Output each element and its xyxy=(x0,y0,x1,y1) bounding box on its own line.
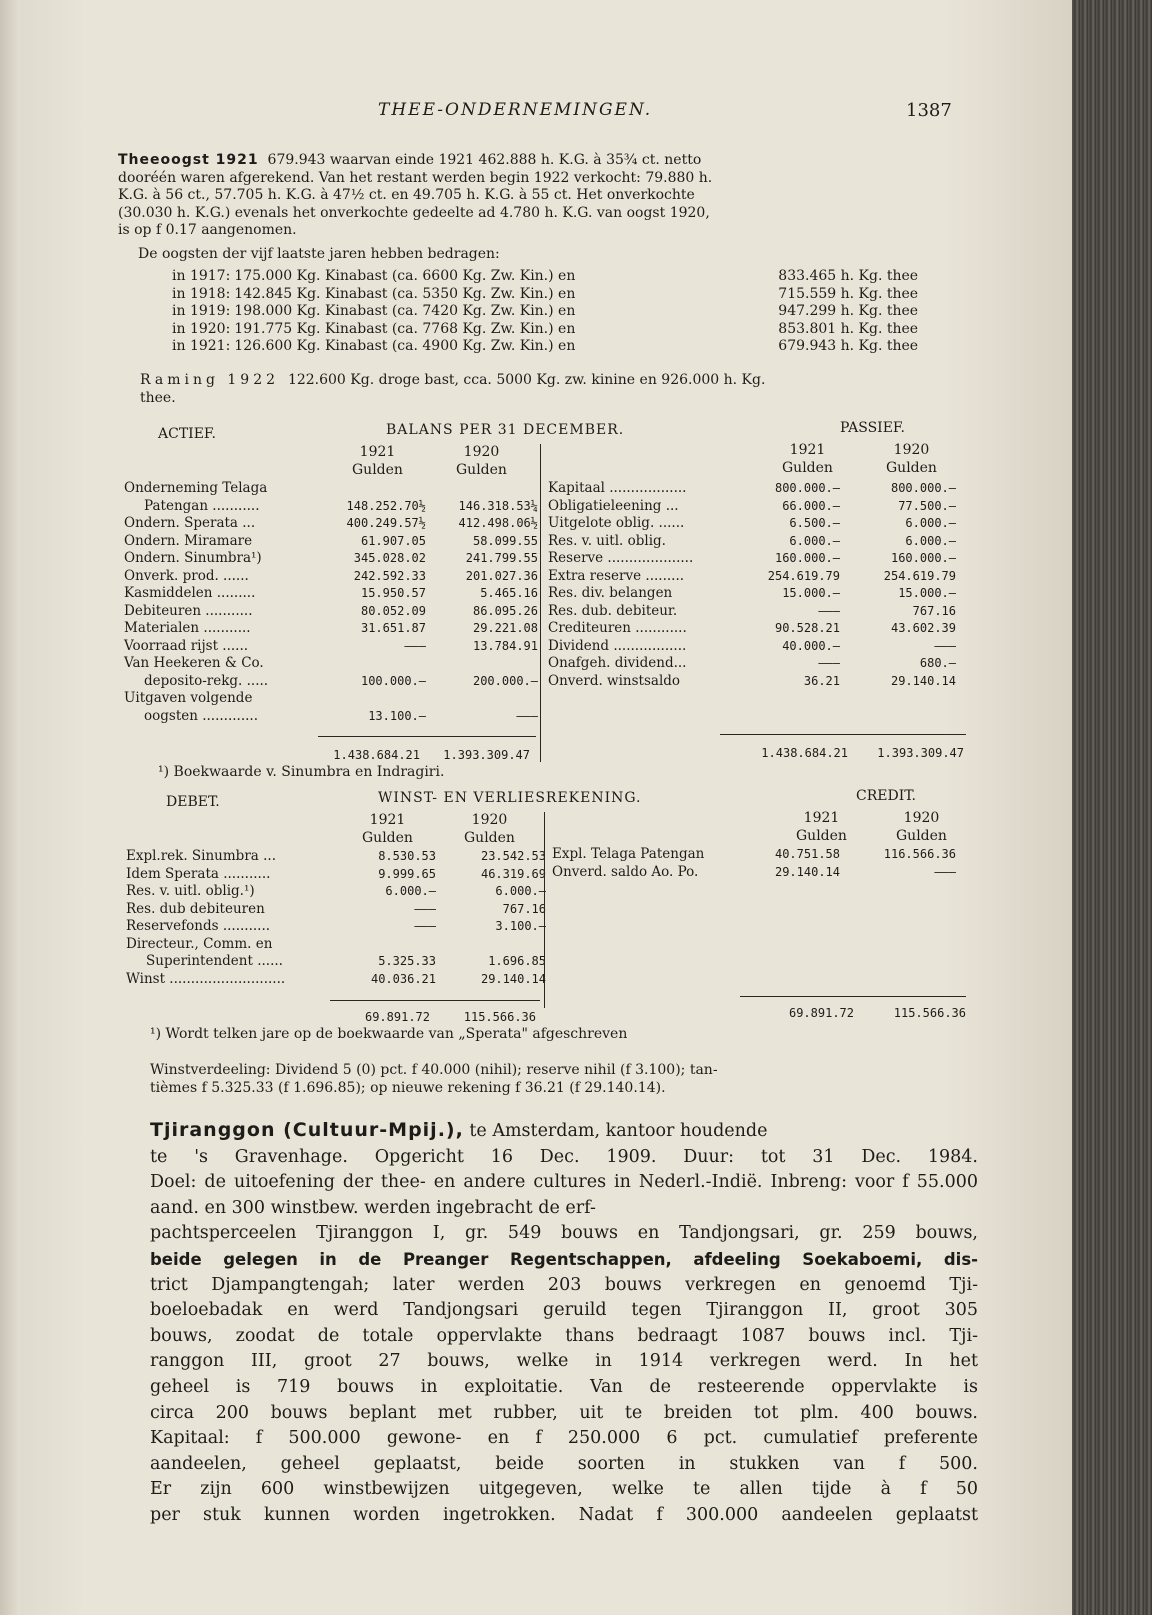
unit-label: Gulden xyxy=(352,461,403,478)
table-row xyxy=(546,533,958,551)
label-cell: Onafgeh. dividend... xyxy=(548,655,687,672)
table-row xyxy=(122,673,540,691)
table-row xyxy=(546,585,958,603)
book-spine xyxy=(1072,0,1152,1615)
value-cell: 58.099.55 xyxy=(472,533,538,548)
raming-text: 122.600 Kg. droge bast, cca. 5000 Kg. zw. kinine en 926.000 h. Kg. xyxy=(287,372,766,388)
label-cell: Expl. Telaga Patengan xyxy=(552,846,705,863)
label-cell: Res. dub. debiteur. xyxy=(548,602,678,619)
oogst-intro: De oogsten der vijf laatste jaren hebben bedragen: xyxy=(138,245,500,262)
table-row xyxy=(122,585,540,603)
label-cell: Van Heekeren & Co. xyxy=(124,655,264,672)
winstverdeeling xyxy=(150,1062,972,1097)
table-row xyxy=(122,480,540,498)
total-rule xyxy=(318,736,536,737)
table-row xyxy=(550,846,958,864)
table-row xyxy=(122,533,540,551)
value-cell: 13.100.— xyxy=(368,708,426,723)
oogst-line: dooréén waren afgerekend. Van het restant werden begin 1922 verkocht: 79.880 h. xyxy=(118,169,713,186)
year-label: 1920 xyxy=(463,444,500,460)
page-edge xyxy=(0,0,20,1615)
winst-total: 69.891.72 xyxy=(364,1010,430,1024)
paragraph-line: boeloebadak en werd Tandjongsari geruild tegen Tjiranggon II, groot 305 xyxy=(150,1300,978,1321)
label-cell: Onderneming Telaga xyxy=(124,480,268,497)
table-row xyxy=(122,620,540,638)
label-cell: Onverd. saldo Ao. Po. xyxy=(552,863,699,880)
thee-cell: 679.943 h. Kg. thee xyxy=(778,338,919,355)
table-row xyxy=(124,866,548,884)
table-row xyxy=(546,480,958,498)
year-label: 1920 xyxy=(893,442,930,458)
table-row xyxy=(122,515,540,533)
winst-debet-table xyxy=(124,848,548,988)
bast-cell: 126.600 Kg. Kinabast (ca. 4900 Kg. Zw. Kin.) en xyxy=(234,338,576,355)
raming-text: thee. xyxy=(140,389,176,406)
oogst-years-table xyxy=(170,268,920,356)
value-cell: 15.000.— xyxy=(782,586,840,601)
oogst-line: K.G. à 56 ct., 57.705 h. K.G. à 47½ ct. en 49.705 h. K.G. à 55 ct. Het onverkochte xyxy=(118,187,695,203)
winst-col-head xyxy=(362,812,413,847)
balans-actief-table xyxy=(122,480,540,725)
label-cell: Materialen ........... xyxy=(124,620,251,637)
balans-col-head xyxy=(886,442,937,477)
balans-total: 1.438.684.21 xyxy=(333,748,420,762)
total-rule xyxy=(720,734,966,735)
value-cell: 201.027.36 xyxy=(465,568,538,583)
table-row xyxy=(124,971,548,989)
bast-cell: 191.775 Kg. Kinabast (ca. 7768 Kg. Zw. Kin.) en xyxy=(234,320,576,337)
table-row xyxy=(546,550,958,568)
label-cell: deposito-rekg. ..... xyxy=(144,672,269,689)
year-cell: in 1919: xyxy=(172,303,231,320)
paragraph-line xyxy=(150,1118,978,1145)
balans-passief-table xyxy=(546,480,958,690)
raming xyxy=(140,372,970,407)
value-cell: 29.140.14 xyxy=(774,864,840,879)
value-cell: ——— xyxy=(404,638,426,653)
balans-title: BALANS PER 31 DECEMBER. xyxy=(386,422,625,438)
value-cell: 9.999.65 xyxy=(378,866,436,881)
value-cell: 6.500.— xyxy=(789,516,840,531)
value-cell: 412.498.06½ xyxy=(458,516,538,531)
paragraph-line: beide gelegen in de Preanger Regentschappen, afdeeling Soekaboemi, dis- xyxy=(150,1249,978,1269)
winst-credit-heading: CREDIT. xyxy=(856,788,916,804)
value-cell: 146.318.53¼ xyxy=(458,498,538,513)
table-row xyxy=(170,303,920,321)
label-cell: Patengan ........... xyxy=(144,497,260,514)
balans-total: 1.393.309.47 xyxy=(443,748,530,762)
value-cell: ——— xyxy=(414,901,436,916)
value-cell: 8.530.53 xyxy=(378,849,436,864)
value-cell: 90.528.21 xyxy=(774,621,840,636)
value-cell: 242.592.33 xyxy=(353,568,426,583)
label-cell: Onverd. winstsaldo xyxy=(548,672,681,689)
balans-col-head xyxy=(352,444,403,479)
table-row xyxy=(546,603,958,621)
winst-total: 115.566.36 xyxy=(893,1006,966,1020)
value-cell: 86.095.26 xyxy=(472,603,538,618)
table-row xyxy=(546,515,958,533)
year-label: 1921 xyxy=(789,442,826,458)
table-row xyxy=(122,708,540,726)
value-cell: 160.000.— xyxy=(774,551,840,566)
winst-col-head xyxy=(796,810,847,845)
table-row xyxy=(546,620,958,638)
balans-col-head xyxy=(456,444,507,479)
table-row xyxy=(170,321,920,339)
table-row xyxy=(546,638,958,656)
paragraph-line: trict Djampangtengah; later werden 203 bouws verkregen en genoemd Tji- xyxy=(150,1274,978,1295)
year-label: 1921 xyxy=(369,812,406,828)
value-cell: 400.249.57½ xyxy=(346,516,426,531)
label-cell: oogsten ............. xyxy=(144,707,259,724)
winstverdeeling-line: tièmes f 5.325.33 (f 1.696.85); op nieuwe rekening f 36.21 (f 29.140.14). xyxy=(150,1079,666,1096)
value-cell: 680.— xyxy=(919,656,956,671)
paragraph-line: geheel is 719 bouws in exploitatie. Van de resteerende oppervlakte is xyxy=(150,1376,978,1397)
value-cell: 160.000.— xyxy=(890,551,956,566)
paragraph-line: circa 200 bouws beplant met rubber, uit te breiden tot plm. 400 bouws. xyxy=(150,1402,978,1423)
balans-passief-heading: PASSIEF. xyxy=(840,420,905,436)
label-cell: Expl.rek. Sinumbra ... xyxy=(126,848,276,865)
paragraph-line: Doel: de uitoefening der thee- en andere cultures in Nederl.-Indië. Inbreng: voor f 55.000 aand. en 300 winstbew. werden ingebracht de erf- xyxy=(150,1172,978,1218)
balans-actief-heading: ACTIEF. xyxy=(158,426,216,442)
paragraph-line: aandeelen, geheel geplaatst, beide soorten in stukken van f 500. xyxy=(150,1453,978,1474)
label-cell: Crediteuren ............ xyxy=(548,620,687,637)
value-cell: 100.000.— xyxy=(360,673,426,688)
page-number: 1387 xyxy=(906,100,952,121)
table-row xyxy=(124,883,548,901)
year-cell: in 1921: xyxy=(172,338,231,355)
value-cell: 29.221.08 xyxy=(472,621,538,636)
paragraph-line: Kapitaal: f 500.000 gewone- en f 250.000 6 pct. cumulatief preferente xyxy=(150,1428,978,1449)
table-row xyxy=(122,638,540,656)
value-cell: 241.799.55 xyxy=(465,551,538,566)
year-cell: in 1920: xyxy=(172,320,231,337)
winst-footnote: ¹) Wordt telken jare op de boekwaarde van „Sperata" afgeschreven xyxy=(150,1026,628,1042)
table-row xyxy=(124,848,548,866)
balans-col-head xyxy=(782,442,833,477)
label-cell: Uitgelote oblig. ...... xyxy=(548,515,685,532)
balans-total: 1.438.684.21 xyxy=(761,746,848,760)
label-cell: Res. div. belangen xyxy=(548,585,673,602)
winst-col-head xyxy=(464,812,515,847)
winst-total: 115.566.36 xyxy=(463,1010,536,1024)
year-label: 1920 xyxy=(471,812,508,828)
value-cell: 767.16 xyxy=(912,603,956,618)
value-cell: 40.000.— xyxy=(782,638,840,653)
oogst-paragraph xyxy=(118,152,968,263)
year-cell: in 1917: xyxy=(172,268,231,285)
table-row xyxy=(122,690,540,708)
thee-cell: 833.465 h. Kg. thee xyxy=(778,268,919,285)
winstverdeeling-line: Winstverdeeling: Dividend 5 (0) pct. f 40.000 (nihil); reserve nihil (f 3.100); tan- xyxy=(150,1062,718,1078)
value-cell: ——— xyxy=(934,864,956,879)
value-cell xyxy=(428,655,540,673)
value-cell: 200.000.— xyxy=(472,673,538,688)
value-cell: 6.000.— xyxy=(495,884,546,899)
value-cell xyxy=(324,690,428,708)
unit-label: Gulden xyxy=(782,459,833,476)
table-row xyxy=(546,655,958,673)
value-cell: 254.619.79 xyxy=(767,568,840,583)
value-cell: 23.542.53 xyxy=(480,849,546,864)
running-head-title: THEE-ONDERNEMINGEN. xyxy=(378,100,653,120)
value-cell: 36.21 xyxy=(803,673,840,688)
bast-cell: 175.000 Kg. Kinabast (ca. 6600 Kg. Zw. Kin.) en xyxy=(234,268,576,285)
value-cell: 61.907.05 xyxy=(360,533,426,548)
winst-credit-table xyxy=(550,846,958,881)
label-cell: Superintendent ...... xyxy=(146,953,283,970)
thee-cell: 715.559 h. Kg. thee xyxy=(778,285,919,302)
label-cell: Winst ........................... xyxy=(126,970,286,987)
label-cell: Idem Sperata ........... xyxy=(126,865,271,882)
table-row xyxy=(124,918,548,936)
value-cell: 66.000.— xyxy=(782,498,840,513)
label-cell: Directeur., Comm. en xyxy=(126,935,273,952)
winst-col-head xyxy=(896,810,947,845)
table-row xyxy=(170,338,920,356)
value-cell: 46.319.69 xyxy=(480,866,546,881)
year-cell: in 1918: xyxy=(172,285,231,302)
table-row xyxy=(122,498,540,516)
winst-debet-heading: DEBET. xyxy=(166,794,220,810)
year-label: 1920 xyxy=(903,810,940,826)
bast-cell: 198.000 Kg. Kinabast (ca. 7420 Kg. Zw. Kin.) en xyxy=(234,303,576,320)
label-cell: Reserve .................... xyxy=(548,550,694,567)
table-row xyxy=(122,655,540,673)
label-cell: Res. v. uitl. oblig. xyxy=(548,532,666,549)
value-cell: 116.566.36 xyxy=(883,847,956,862)
table-row xyxy=(546,673,958,691)
value-cell: 43.602.39 xyxy=(890,621,956,636)
winst-total: 69.891.72 xyxy=(788,1006,854,1020)
table-row xyxy=(170,268,920,286)
label-cell: Kapitaal .................. xyxy=(548,480,687,497)
value-cell xyxy=(324,655,428,673)
company-name: Tjiranggon (Cultuur-Mpij.), xyxy=(150,1119,464,1141)
table-row xyxy=(124,901,548,919)
unit-label: Gulden xyxy=(456,461,507,478)
bast-cell: 142.845 Kg. Kinabast (ca. 5350 Kg. Zw. Kin.) en xyxy=(234,285,576,302)
table-row xyxy=(546,568,958,586)
value-cell xyxy=(336,936,438,954)
value-cell: 3.100.— xyxy=(495,919,546,934)
label-cell: Ondern. Sinumbra¹) xyxy=(124,550,262,567)
value-cell: ——— xyxy=(818,656,840,671)
value-cell: 77.500.— xyxy=(898,498,956,513)
balans-total: 1.393.309.47 xyxy=(877,746,964,760)
year-label: 1921 xyxy=(359,444,396,460)
value-cell: 40.751.58 xyxy=(774,847,840,862)
value-cell: 15.000.— xyxy=(898,586,956,601)
unit-label: Gulden xyxy=(896,827,947,844)
value-cell: 5.325.33 xyxy=(378,954,436,969)
value-cell: 15.950.57 xyxy=(360,586,426,601)
label-cell: Onverk. prod. ...... xyxy=(124,567,249,584)
value-cell xyxy=(438,936,548,954)
unit-label: Gulden xyxy=(886,459,937,476)
value-cell: 800.000.— xyxy=(774,481,840,496)
value-cell: 13.784.91 xyxy=(472,638,538,653)
label-cell: Obligatieleening ... xyxy=(548,497,679,514)
body-text: te Amsterdam, kantoor houdende xyxy=(463,1121,768,1141)
paragraph-line: per stuk kunnen worden ingetrokken. Nadat f 300.000 aandeelen geplaatst xyxy=(150,1504,978,1525)
label-cell: Res. v. uitl. oblig.¹) xyxy=(126,883,255,900)
oogst-line: (30.030 h. K.G.) evenals het onverkochte gedeelte ad 4.780 h. K.G. van oogst 1920, xyxy=(118,204,710,221)
label-cell: Reservefonds ........... xyxy=(126,918,271,935)
total-rule xyxy=(740,996,966,997)
oogst-line: 679.943 waarvan einde 1921 462.888 h. K.G. à 35¾ ct. netto xyxy=(267,152,702,168)
value-cell: 767.16 xyxy=(502,901,546,916)
value-cell: 80.052.09 xyxy=(360,603,426,618)
paragraph-line: Er zijn 600 winstbewijzen uitgegeven, welke te allen tijde à f 50 xyxy=(150,1479,978,1500)
winst-title: WINST- EN VERLIESREKENING. xyxy=(378,790,642,806)
table-row xyxy=(170,286,920,304)
winst-divider xyxy=(544,812,545,1008)
unit-label: Gulden xyxy=(796,827,847,844)
label-cell: Extra reserve ......... xyxy=(548,567,685,584)
value-cell: ——— xyxy=(414,919,436,934)
raming-label: Raming 1922 xyxy=(140,372,280,388)
value-cell: 6.000.— xyxy=(905,533,956,548)
value-cell: 31.651.87 xyxy=(360,621,426,636)
unit-label: Gulden xyxy=(362,829,413,846)
paragraph-line: ranggon III, groot 27 bouws, welke in 1914 verkregen werd. In het xyxy=(150,1351,978,1372)
oogst-label: Theeoogst 1921 xyxy=(118,152,259,168)
label-cell: Uitgaven volgende xyxy=(124,690,253,707)
label-cell: Voorraad rijst ...... xyxy=(124,637,249,654)
table-row xyxy=(124,953,548,971)
table-row xyxy=(550,864,958,882)
paragraph-line: bouws, zoodat de totale oppervlakte thans bedraagt 1087 bouws incl. Tji- xyxy=(150,1325,978,1346)
value-cell: 1.696.85 xyxy=(488,954,546,969)
value-cell: 148.252.70½ xyxy=(346,498,426,513)
value-cell: 6.000.— xyxy=(385,884,436,899)
label-cell: Ondern. Sperata ... xyxy=(124,515,256,532)
unit-label: Gulden xyxy=(464,829,515,846)
value-cell: 29.140.14 xyxy=(480,971,546,986)
value-cell: 29.140.14 xyxy=(890,673,956,688)
paragraph-line: pachtsperceelen Tjiranggon I, gr. 549 bouws en Tandjongsari, gr. 259 bouws, xyxy=(150,1223,978,1244)
label-cell: Ondern. Miramare xyxy=(124,532,253,549)
value-cell xyxy=(324,480,428,498)
value-cell: ——— xyxy=(934,638,956,653)
oogst-line: is op f 0.17 aangenomen. xyxy=(118,222,297,238)
table-row xyxy=(124,936,548,954)
label-cell: Kasmiddelen ......... xyxy=(124,585,256,602)
year-label: 1921 xyxy=(803,810,840,826)
paragraph-line: te 's Gravenhage. Opgericht 16 Dec. 1909. Duur: tot 31 Dec. 1984. xyxy=(150,1146,978,1167)
label-cell: Debiteuren ........... xyxy=(124,602,253,619)
label-cell: Res. dub debiteuren xyxy=(126,900,265,917)
value-cell: 5.465.16 xyxy=(480,586,538,601)
value-cell: ——— xyxy=(516,708,538,723)
value-cell: 40.036.21 xyxy=(370,971,436,986)
table-row xyxy=(546,498,958,516)
tjiranggon-paragraph xyxy=(150,1118,978,1529)
table-row xyxy=(122,568,540,586)
balans-divider xyxy=(540,444,541,762)
value-cell: 254.619.79 xyxy=(883,568,956,583)
value-cell xyxy=(428,690,540,708)
table-row xyxy=(122,603,540,621)
thee-cell: 853.801 h. Kg. thee xyxy=(778,320,919,337)
value-cell: ——— xyxy=(818,603,840,618)
value-cell: 345.028.02 xyxy=(353,551,426,566)
value-cell: 800.000.— xyxy=(890,481,956,496)
value-cell xyxy=(428,480,540,498)
thee-cell: 947.299 h. Kg. thee xyxy=(778,303,919,320)
balans-footnote: ¹) Boekwaarde v. Sinumbra en Indragiri. xyxy=(158,764,445,780)
value-cell: 6.000.— xyxy=(789,533,840,548)
table-row xyxy=(122,550,540,568)
label-cell: Dividend ................. xyxy=(548,637,687,654)
value-cell: 6.000.— xyxy=(905,516,956,531)
total-rule xyxy=(330,1000,540,1001)
